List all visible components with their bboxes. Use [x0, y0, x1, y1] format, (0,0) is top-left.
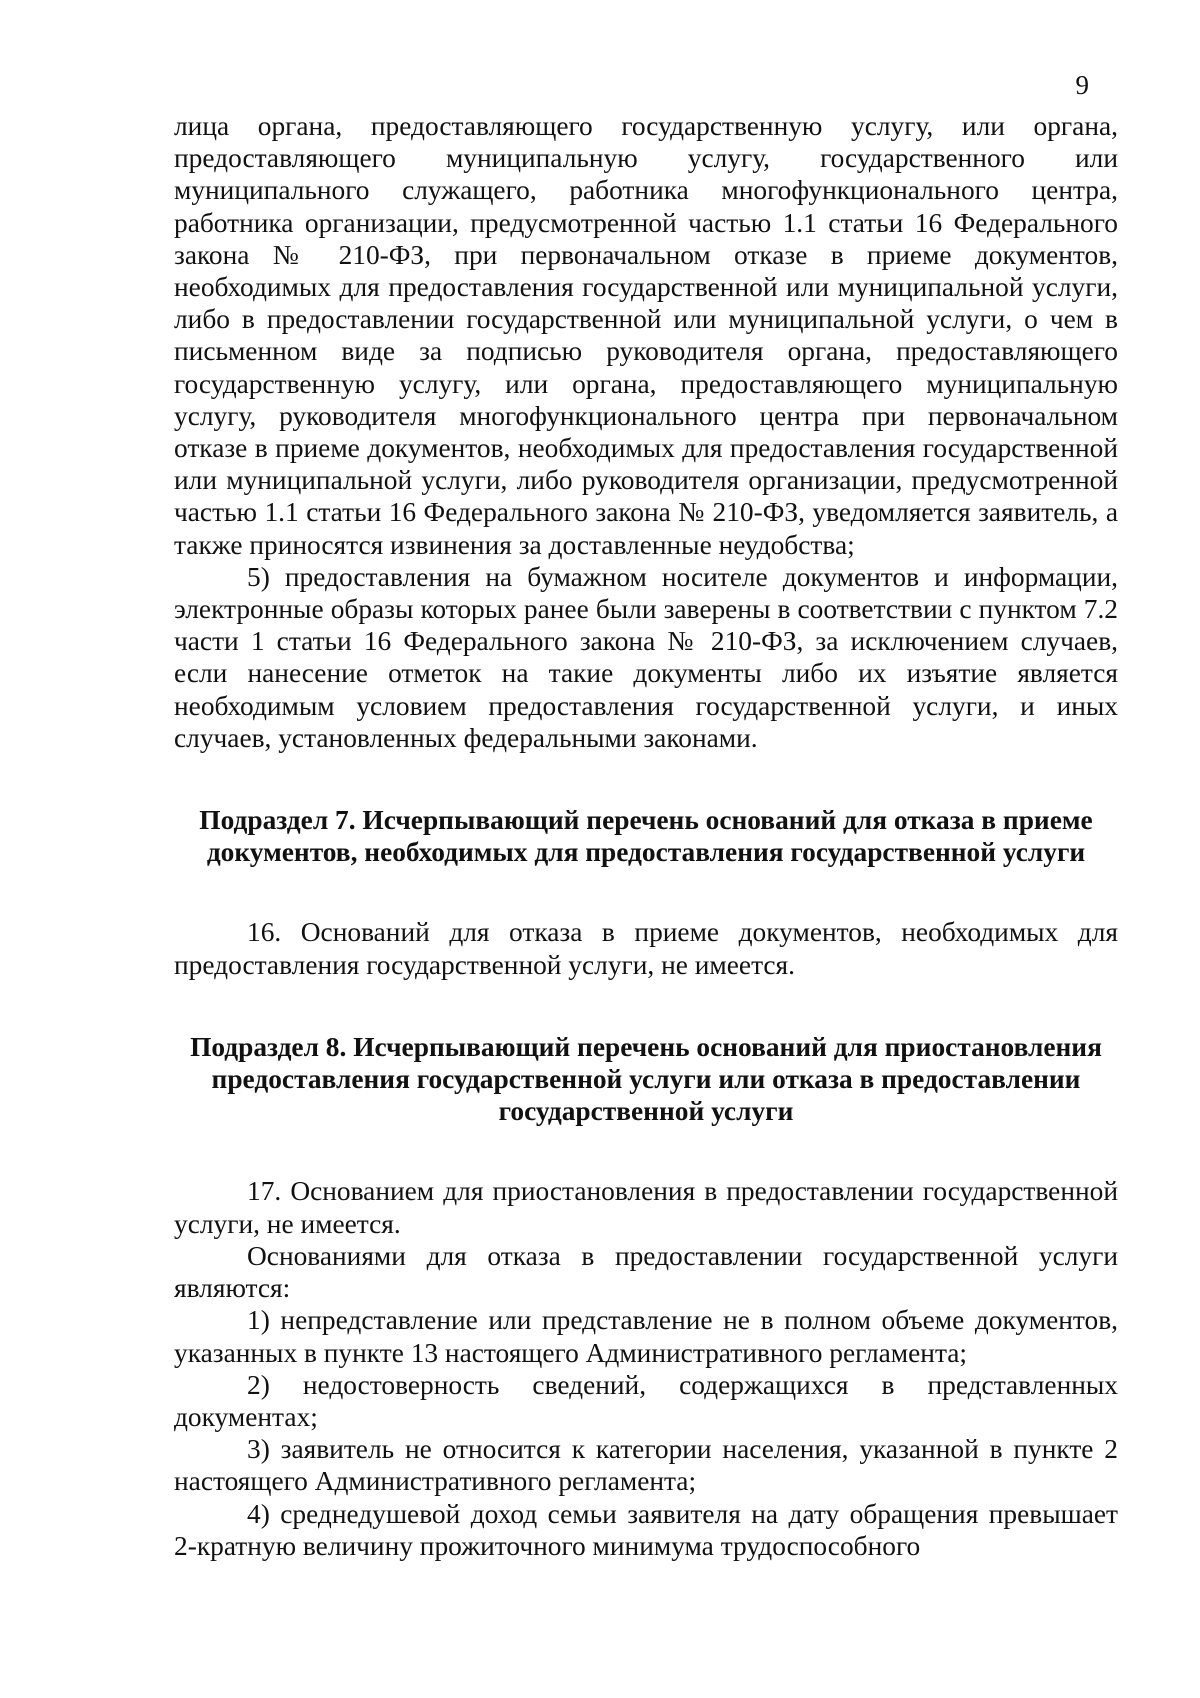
section-heading-7: Подраздел 7. Исчерпывающий перечень оснований для отказа в приеме документов, необходимых для предоставления государственной услуги: [199, 805, 1093, 868]
spacer: [174, 868, 1118, 916]
spacer: [174, 1127, 1118, 1175]
paragraph-17: 17. Основанием для приостановления в предоставлении государственной услуги, не имеется.: [174, 1176, 1118, 1239]
paragraph-continuation: лица органа, предоставляющего государственную услугу, или органа, предоставляющего муниципальную услугу, государственного или муниципального служащего, работника многофункционального центра, работника организации, предусмотренной частью 1.1 статьи 16 Федерального закона № 210-ФЗ, при первоначальном отказе в приеме документов, необходимых для предоставления государственной или муниципальной услуги, либо в предоставлении государственной или муниципальной услуги, о чем в письменном виде за подписью руководителя органа, предоставляющего государственную услугу, или органа, предоставляющего муниципальную услугу, руководителя многофункционального центра при первоначальном отказе в приеме документов, необходимых для предоставления государственной или муниципальной услуги, либо руководителя организации, предусмотренной частью 1.1 статьи 16 Федерального закона № 210-ФЗ, уведомляется заявитель, а также приносятся извинения за доставленные неудобства;: [174, 111, 1118, 560]
page-number: 9: [1075, 70, 1089, 100]
refusal-item-1: 1) непредставление или представление не в полном объеме документов, указанных в пункте 13 настоящего Административного регламента;: [174, 1305, 1118, 1368]
paragraph-refusal-intro: Основаниями для отказа в предоставлении государственной услуги являются:: [174, 1240, 1118, 1304]
refusal-item-2: 2) недостоверность сведений, содержащихся в представленных документах;: [174, 1369, 1118, 1432]
spacer: [174, 981, 1118, 1031]
refusal-item-4: 4) среднедушевой доход семьи заявителя на дату обращения превышает 2-кратную величину прожиточного минимума трудоспособного: [174, 1498, 1118, 1561]
document-body: [174, 110, 1118, 1562]
paragraph-16: 16. Оснований для отказа в приеме документов, необходимых для предоставления государственной услуги, не имеется.: [174, 917, 1118, 980]
section-heading-8: Подраздел 8. Исчерпывающий перечень оснований для приостановления предоставления государственной услуги или отказа в предоставлении государственной услуги: [190, 1031, 1102, 1127]
refusal-item-3: 3) заявитель не относится к категории населения, указанной в пункте 2 настоящего Административного регламента;: [174, 1434, 1118, 1497]
spacer: [174, 754, 1118, 804]
paragraph-item-5: 5) предоставления на бумажном носителе документов и информации, электронные образы которых ранее были заверены в соответствии с пунктом 7.2 части 1 статьи 16 Федерального закона № 210-ФЗ, за исключением случаев, если нанесение отметок на такие документы либо их изъятие является необходимым условием предоставления государственной услуги, и иных случаев, установленных федеральными законами.: [174, 561, 1118, 753]
